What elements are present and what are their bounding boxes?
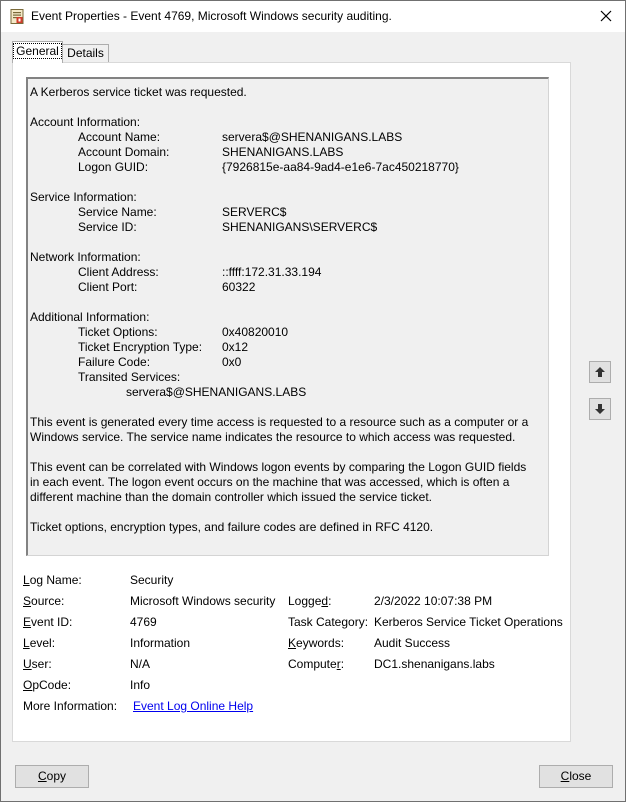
field-value: SERVERC$ (222, 205, 287, 219)
previous-event-button[interactable] (589, 361, 611, 383)
close-button-label: Close (560, 769, 592, 783)
section-header: Account Information: (30, 115, 141, 129)
level-value[interactable]: Information (130, 636, 191, 650)
field-value: ::ffff:172.31.33.194 (222, 265, 322, 279)
section-header: Additional Information: (30, 310, 150, 324)
computer-label: Computer: (288, 657, 345, 671)
more-information-label: More Information: (23, 699, 118, 713)
event-log-online-help-link[interactable]: Event Log Online Help (133, 699, 254, 713)
section-header: Service Information: (30, 190, 137, 204)
computer-value[interactable]: DC1.shenanigans.labs (374, 657, 495, 671)
user-value[interactable]: N/A (130, 657, 151, 671)
field-label: Client Port: (78, 280, 138, 294)
transited-services-value: servera$@SHENANIGANS.LABS (126, 385, 307, 399)
event-id-label: Event ID: (23, 615, 73, 629)
field-label: Client Address: (78, 265, 159, 279)
field-label: Logon GUID: (78, 160, 149, 174)
user-label: User: (23, 657, 52, 671)
tab-details-label: Details (67, 46, 104, 60)
copy-button-label: Copy (37, 769, 67, 783)
task-category-value[interactable]: Kerberos Service Ticket Operations (374, 615, 563, 629)
section-header: Network Information: (30, 250, 141, 264)
field-value: SHENANIGANS\SERVERC$ (222, 220, 378, 234)
field-label: Transited Services: (78, 370, 181, 384)
field-label: Failure Code: (78, 355, 151, 369)
description-paragraph: This event can be correlated with Windows logon events by comparing the Logon GUID fields in each event. The logon event occurs on the machine that was accessed, which is often a different machine than the domain controller which issued the service ticket. (30, 460, 527, 504)
log-name-label-rest: og Name: (29, 573, 82, 587)
level-label: Level: (23, 636, 56, 650)
opcode-label: OpCode: (23, 678, 72, 692)
window-title: Event Properties - Event 4769, Microsoft Windows security auditing. (31, 9, 392, 23)
field-label: Ticket Encryption Type: (78, 340, 203, 354)
description-paragraph: Ticket options, encryption types, and failure codes are defined in RFC 4120. (30, 520, 434, 534)
field-value: 0x40820010 (222, 325, 289, 339)
source-value[interactable]: Microsoft Windows security (130, 594, 276, 608)
log-name-value[interactable]: Security (130, 573, 174, 587)
field-value: SHENANIGANS.LABS (222, 145, 344, 159)
arrow-up-icon (594, 366, 606, 378)
field-label: Service Name: (78, 205, 157, 219)
tab-general-label: General (13, 43, 62, 59)
general-tab-panel (12, 62, 571, 742)
field-value: 0x0 (222, 355, 242, 369)
field-label: Account Domain: (78, 145, 170, 159)
field-label: Service ID: (78, 220, 137, 234)
event-viewer-icon (10, 9, 24, 24)
field-value: {7926815e-aa84-9ad4-e1e6-7ac450218770} (222, 160, 459, 174)
copy-button[interactable] (15, 765, 89, 788)
logged-value[interactable]: 2/3/2022 10:07:38 PM (374, 594, 493, 608)
event-id-value[interactable]: 4769 (130, 615, 157, 629)
arrow-down-icon (594, 403, 606, 415)
opcode-value[interactable]: Info (130, 678, 151, 692)
task-category-label: Task Category: (288, 615, 369, 629)
field-label: Account Name: (78, 130, 161, 144)
event-description[interactable] (26, 77, 549, 556)
next-event-button[interactable] (589, 398, 611, 420)
keywords-label: Keywords: (288, 636, 345, 650)
close-button[interactable] (539, 765, 613, 788)
logged-label: Logged: (288, 594, 332, 608)
field-value: 0x12 (222, 340, 249, 354)
field-value: 60322 (222, 280, 256, 294)
tab-details[interactable] (63, 44, 109, 63)
description-summary: A Kerberos service ticket was requested. (30, 85, 247, 99)
tab-general[interactable] (12, 41, 63, 63)
source-label: Source: (23, 594, 65, 608)
field-value: servera$@SHENANIGANS.LABS (222, 130, 403, 144)
log-name-label: Log Name: (23, 573, 82, 587)
title-bar[interactable] (1, 1, 625, 32)
close-icon[interactable] (595, 5, 617, 27)
description-paragraph: This event is generated every time access is requested to a resource such as a computer or a Windows service. The service name indicates the resource to which access was requested. (30, 415, 529, 444)
field-label: Ticket Options: (78, 325, 158, 339)
keywords-value[interactable]: Audit Success (374, 636, 451, 650)
